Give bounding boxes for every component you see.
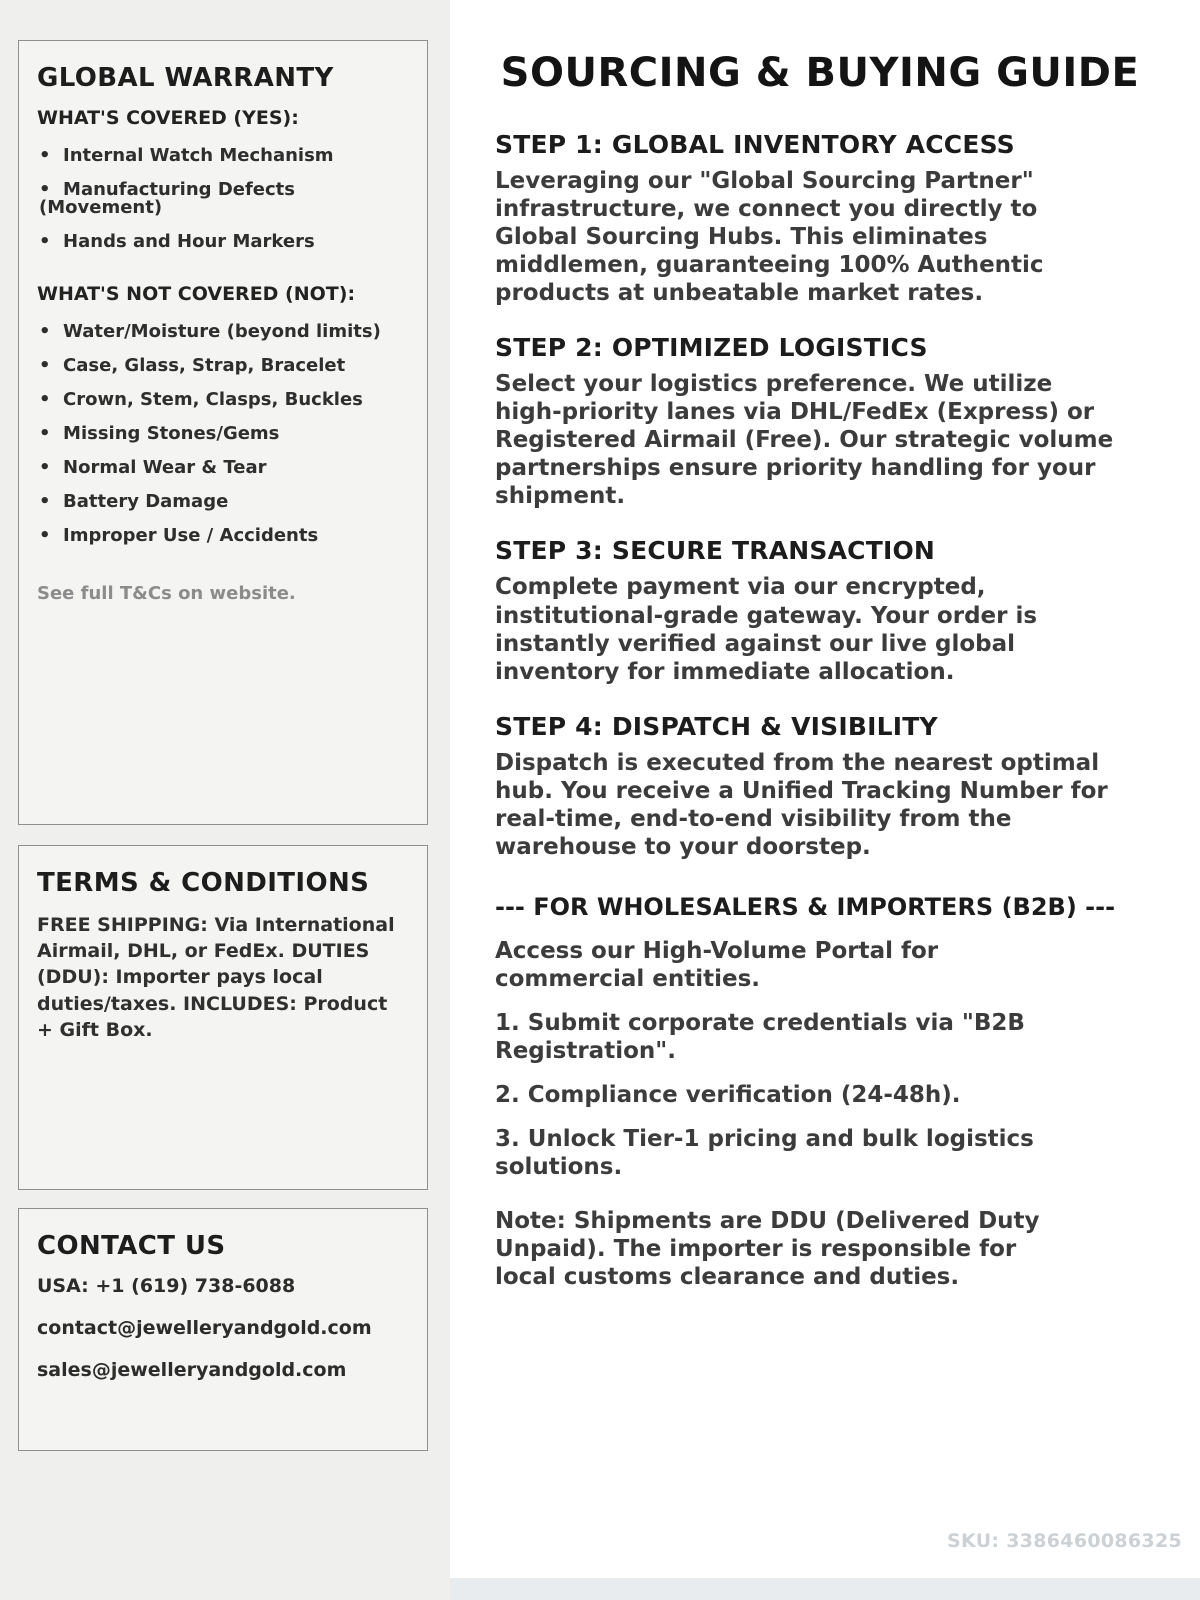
b2b-intro: Access our High-Volume Portal for commercial entities. — [495, 937, 939, 992]
list-item: • Crown, Stem, Clasps, Buckles — [37, 383, 409, 417]
terms-panel — [18, 845, 428, 1190]
list-item: • Water/Moisture (beyond limits) — [37, 315, 409, 349]
b2b-item: 2. Compliance verification (24-48h). — [495, 1082, 961, 1109]
main-content — [450, 0, 1200, 1600]
b2b-heading: --- FOR WHOLESALERS & IMPORTERS (B2B) --- — [495, 892, 1116, 921]
b2b-section — [495, 893, 1135, 1291]
sidebar — [0, 0, 450, 1600]
contact-title: CONTACT US — [37, 1231, 226, 1261]
b2b-note: Note: Shipments are DDU (Delivered Duty Unpaid). The importer is responsible for local customs clearance and duties. — [495, 1208, 1040, 1291]
contact-phone: USA: +1 (619) 738-6088 — [37, 1275, 296, 1297]
warranty-title: GLOBAL WARRANTY — [37, 63, 334, 93]
step-heading: STEP 4: DISPATCH & VISIBILITY — [495, 711, 938, 741]
contact-email-primary: contact@jewelleryandgold.com — [37, 1317, 372, 1339]
list-item: • Case, Glass, Strap, Bracelet — [37, 349, 409, 383]
contact-email-sales: sales@jewelleryandgold.com — [37, 1359, 347, 1381]
warranty-not-covered-heading: WHAT'S NOT COVERED (NOT): — [37, 283, 356, 305]
b2b-item: 1. Submit corporate credentials via "B2B Registration". — [495, 1009, 1025, 1064]
warranty-footnote: See full T&Cs on website. — [37, 583, 296, 604]
warranty-not-covered-list — [37, 315, 409, 553]
step-body: Select your logistics preference. We utilize high-priority lanes via DHL/FedEx (Express) or Registered Airmail (Free). Our strategic volume partnerships ensure priority handling for your shipment. — [495, 371, 1114, 510]
list-item: • Battery Damage — [37, 485, 409, 519]
step-body: Complete payment via our encrypted, institutional-grade gateway. Your order is instantly verified against our live global inventory for immediate allocation. — [495, 574, 1038, 685]
page-title: SOURCING & BUYING GUIDE — [500, 50, 1140, 96]
step-section-2 — [495, 333, 1120, 510]
step-heading: STEP 2: OPTIMIZED LOGISTICS — [495, 333, 928, 363]
warranty-covered-list — [37, 139, 409, 259]
step-section-3 — [495, 536, 1120, 685]
list-item: • Manufacturing Defects (Movement) — [37, 173, 409, 225]
step-section-1 — [495, 130, 1120, 307]
b2b-item: 3. Unlock Tier-1 pricing and bulk logistics solutions. — [495, 1126, 1034, 1181]
step-body: Dispatch is executed from the nearest optimal hub. You receive a Unified Tracking Number for real-time, end-to-end visibility from the warehouse to your doorstep. — [495, 749, 1108, 860]
list-item: • Improper Use / Accidents — [37, 519, 409, 553]
list-item: • Internal Watch Mechanism — [37, 139, 409, 173]
sku-label: SKU: 3386460086325 — [947, 1530, 1182, 1552]
list-item: • Missing Stones/Gems — [37, 417, 409, 451]
terms-body: FREE SHIPPING: Via International Airmail, DHL, or FedEx. DUTIES (DDU): Importer pays local duties/taxes. INCLUDES: Product + Gift Box. — [37, 914, 395, 1041]
step-section-4 — [495, 712, 1120, 861]
list-item: • Hands and Hour Markers — [37, 225, 409, 259]
warranty-panel — [18, 40, 428, 825]
footer-strip — [450, 1578, 1200, 1600]
step-heading: STEP 3: SECURE TRANSACTION — [495, 536, 936, 566]
terms-title: TERMS & CONDITIONS — [37, 868, 370, 898]
contact-panel — [18, 1208, 428, 1451]
step-body: Leveraging our "Global Sourcing Partner" infrastructure, we connect you directly to Global Sourcing Hubs. This eliminates middlemen, guaranteeing 100% Authentic products at unbeatable market rates. — [495, 168, 1044, 307]
warranty-covered-heading: WHAT'S COVERED (YES): — [37, 107, 299, 129]
step-heading: STEP 1: GLOBAL INVENTORY ACCESS — [495, 130, 1015, 159]
list-item: • Normal Wear & Tear — [37, 451, 409, 485]
